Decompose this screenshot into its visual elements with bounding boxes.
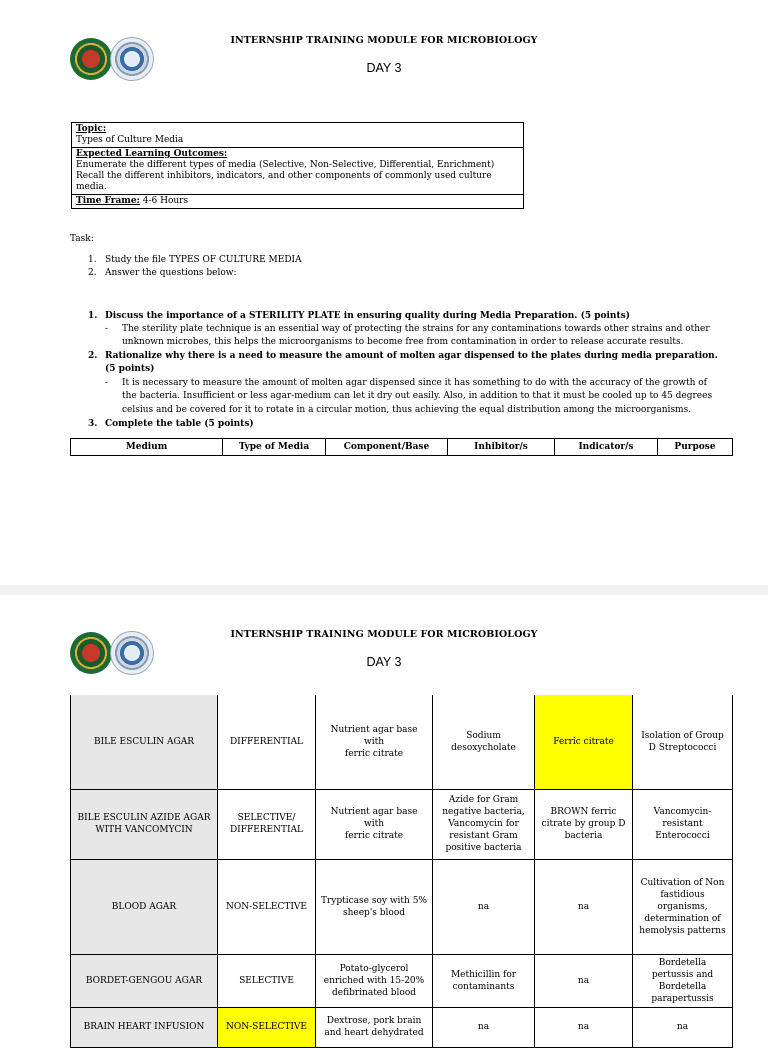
cell-line: na xyxy=(577,975,590,986)
cell-line: BRAIN HEART INFUSION xyxy=(83,1022,205,1032)
cell-line: BORDET-GENGOU AGAR xyxy=(85,975,203,986)
page-2 xyxy=(0,595,768,1038)
question-2-line-2: (5 points) xyxy=(105,364,155,374)
cell-medium xyxy=(71,859,218,954)
cell-line: BROWN ferric xyxy=(550,807,617,817)
answer-2-dash: - xyxy=(105,378,109,388)
cell-medium xyxy=(71,1007,218,1047)
timeframe-label: Time Frame: xyxy=(76,196,140,206)
question-1-num: 1. xyxy=(88,311,98,321)
cell-type xyxy=(218,954,316,1007)
cell-line: determination of xyxy=(644,913,721,924)
cell-line: WITH VANCOMYCIN xyxy=(95,825,193,835)
cell-purpose xyxy=(633,789,733,859)
answer-2-line-1: It is necessary to measure the amount of molten agar dispensed since it has something to do with the accuracy of the growth of xyxy=(122,378,707,388)
cell-line: DIFFERENTIAL xyxy=(229,736,304,747)
cell-line: defibrinated blood xyxy=(332,987,416,998)
question-2-line-1: Rationalize why there is a need to measure the amount of molten agar dispensed to the plates during media preparation. xyxy=(105,351,718,361)
cell-line: Vancomycin for xyxy=(448,819,519,829)
col-purpose: Purpose xyxy=(658,439,733,456)
cell-line: pertussis and xyxy=(651,969,714,980)
answer-2-line-2: the bacteria. Insufficient or less agar-medium can let it dry out easily. Also, in addition to that it must be cooled up to 45 degrees xyxy=(122,391,713,401)
cell-line: Sodium xyxy=(466,730,501,741)
cell-inhibitor xyxy=(433,859,535,954)
answer-1-line-1: The sterility plate technique is an essential way of protecting the strains for any contaminations towards other strains and other xyxy=(122,324,710,334)
cell-line: na xyxy=(577,1022,590,1032)
cell-component xyxy=(316,789,433,859)
cell-component xyxy=(316,859,433,954)
cell-component xyxy=(316,695,433,789)
cell-line: contaminants xyxy=(452,981,515,992)
answer-2-line-3: celsius and be covered for it to rotate in a circular motion, thus achieving the equal distribution among the microorganisms. xyxy=(122,405,692,415)
task-item-1: Study the file TYPES OF CULTURE MEDIA xyxy=(105,255,302,265)
cell-line: Potato-glycerol xyxy=(339,963,409,974)
cell-line: Cultivation of Non xyxy=(640,877,725,888)
task-item-1-num: 1. xyxy=(88,255,97,265)
cell-line: Methicillin for xyxy=(450,969,517,980)
table-row xyxy=(71,954,733,1007)
timeframe-value: 4-6 Hours xyxy=(139,196,189,206)
task-item-2: Answer the questions below: xyxy=(105,268,237,278)
cell-line: resistant Gram xyxy=(449,831,518,841)
topic-box xyxy=(71,122,524,209)
cell-line: na xyxy=(676,1022,689,1032)
question-1: Discuss the importance of a STERILITY PLATE in ensuring quality during Media Preparation. (5 points) xyxy=(105,311,630,321)
cell-line: NON-SELECTIVE xyxy=(226,1022,307,1032)
page-gap xyxy=(0,585,768,595)
cell-line: Dextrose, pork brain xyxy=(326,1016,422,1026)
cell-line: and heart dehydrated xyxy=(324,1028,424,1038)
cell-line: organisms, xyxy=(657,901,708,912)
cell-line: SELECTIVE xyxy=(239,975,294,986)
cell-line: BILE ESCULIN AZIDE AGAR xyxy=(77,813,211,823)
cell-line: Nutrient agar base with xyxy=(330,807,418,829)
cell-type xyxy=(218,695,316,789)
cell-line: desoxycholate xyxy=(451,742,516,753)
cell-purpose xyxy=(633,954,733,1007)
cell-line: Ferric citrate xyxy=(553,736,614,747)
answer-1-dash: - xyxy=(105,324,109,334)
cell-indicator xyxy=(535,695,633,789)
table-row xyxy=(71,789,733,859)
cell-purpose xyxy=(633,695,733,789)
topic-label: Topic: xyxy=(76,124,107,134)
task-label: Task: xyxy=(70,234,94,244)
cell-indicator xyxy=(535,859,633,954)
cell-line: negative bacteria, xyxy=(442,807,525,817)
answer-1-line-2: unknown microbes, this helps the microorganisms to become free from contamination in order to release accurate results. xyxy=(122,337,684,347)
cell-line: Nutrient agar base with xyxy=(330,724,418,747)
cell-type xyxy=(218,789,316,859)
cell-line: Vancomycin- xyxy=(653,807,712,817)
cell-type xyxy=(218,1007,316,1047)
cell-line: Bordetella xyxy=(658,957,707,968)
cell-line: Isolation of Group xyxy=(641,730,724,741)
cell-line: BILE ESCULIN AGAR xyxy=(93,736,194,747)
cell-line: Enterococci xyxy=(655,831,710,841)
cell-line: sheep's blood xyxy=(342,907,406,918)
col-component: Component/Base xyxy=(326,439,448,456)
module-title: INTERNSHIP TRAINING MODULE FOR MICROBIOLOGY xyxy=(230,629,538,640)
cell-component xyxy=(316,1007,433,1047)
question-3-num: 3. xyxy=(88,419,98,429)
cell-line: Azide for Gram xyxy=(448,795,519,805)
table-row xyxy=(71,695,733,789)
outcome-2-line-1: Recall the different inhibitors, indicators, and other components of commonly used culture xyxy=(76,171,492,181)
col-medium: Medium xyxy=(71,439,223,456)
cell-line: hemolysis patterns xyxy=(639,925,726,936)
cell-line: resistant xyxy=(662,819,703,829)
cell-indicator xyxy=(535,789,633,859)
table-row xyxy=(71,859,733,954)
day-label: DAY 3 xyxy=(366,61,402,75)
cell-line: NON-SELECTIVE xyxy=(226,901,307,912)
media-table xyxy=(70,695,733,1048)
cell-line: parapertussis xyxy=(651,993,714,1004)
task-item-2-num: 2. xyxy=(88,268,97,278)
cell-type xyxy=(218,859,316,954)
cell-indicator xyxy=(535,1007,633,1047)
question-2-num: 2. xyxy=(88,351,98,361)
day-label: DAY 3 xyxy=(366,655,402,669)
topic-value: Types of Culture Media xyxy=(76,135,184,145)
cell-purpose xyxy=(633,859,733,954)
cell-indicator xyxy=(535,954,633,1007)
cell-inhibitor xyxy=(433,954,535,1007)
cell-component xyxy=(316,954,433,1007)
cell-line: na xyxy=(477,1022,490,1032)
outcomes-label: Expected Learning Outcomes: xyxy=(76,149,228,159)
cell-line: ferric citrate xyxy=(344,748,404,759)
module-title: INTERNSHIP TRAINING MODULE FOR MICROBIOLOGY xyxy=(230,35,538,46)
cell-line: Trypticase soy with 5% xyxy=(321,895,427,906)
cell-line: citrate by group D xyxy=(541,819,626,829)
cell-line: bacteria xyxy=(564,831,603,841)
cell-line: positive bacteria xyxy=(445,843,522,853)
cell-inhibitor xyxy=(433,1007,535,1047)
cell-line: na xyxy=(577,901,590,912)
cell-inhibitor xyxy=(433,789,535,859)
cell-line: DIFFERENTIAL xyxy=(229,825,304,835)
cell-line: enriched with 15-20% xyxy=(323,975,425,986)
question-3: Complete the table (5 points) xyxy=(105,419,254,429)
cell-line: Bordetella xyxy=(658,981,707,992)
media-table-header xyxy=(70,438,733,456)
cell-line: fastidious xyxy=(660,889,705,900)
cell-line: D Streptococci xyxy=(648,742,717,753)
cell-purpose xyxy=(633,1007,733,1047)
cell-medium xyxy=(71,695,218,789)
cell-line: SELECTIVE/ xyxy=(237,813,296,823)
cell-line: BLOOD AGAR xyxy=(111,901,177,912)
outcome-1: Enumerate the different types of media (Selective, Non-Selective, Differential, Enrichment) xyxy=(76,160,495,170)
cell-medium xyxy=(71,789,218,859)
col-indicator: Indicator/s xyxy=(555,439,658,456)
col-inhibitor: Inhibitor/s xyxy=(448,439,555,456)
cell-medium xyxy=(71,954,218,1007)
outcome-2-line-2: media. xyxy=(76,182,107,192)
cell-inhibitor xyxy=(433,695,535,789)
cell-line: na xyxy=(477,901,490,912)
cell-line: ferric citrate xyxy=(344,831,404,841)
col-type: Type of Media xyxy=(223,439,326,456)
table-row xyxy=(71,1007,733,1047)
